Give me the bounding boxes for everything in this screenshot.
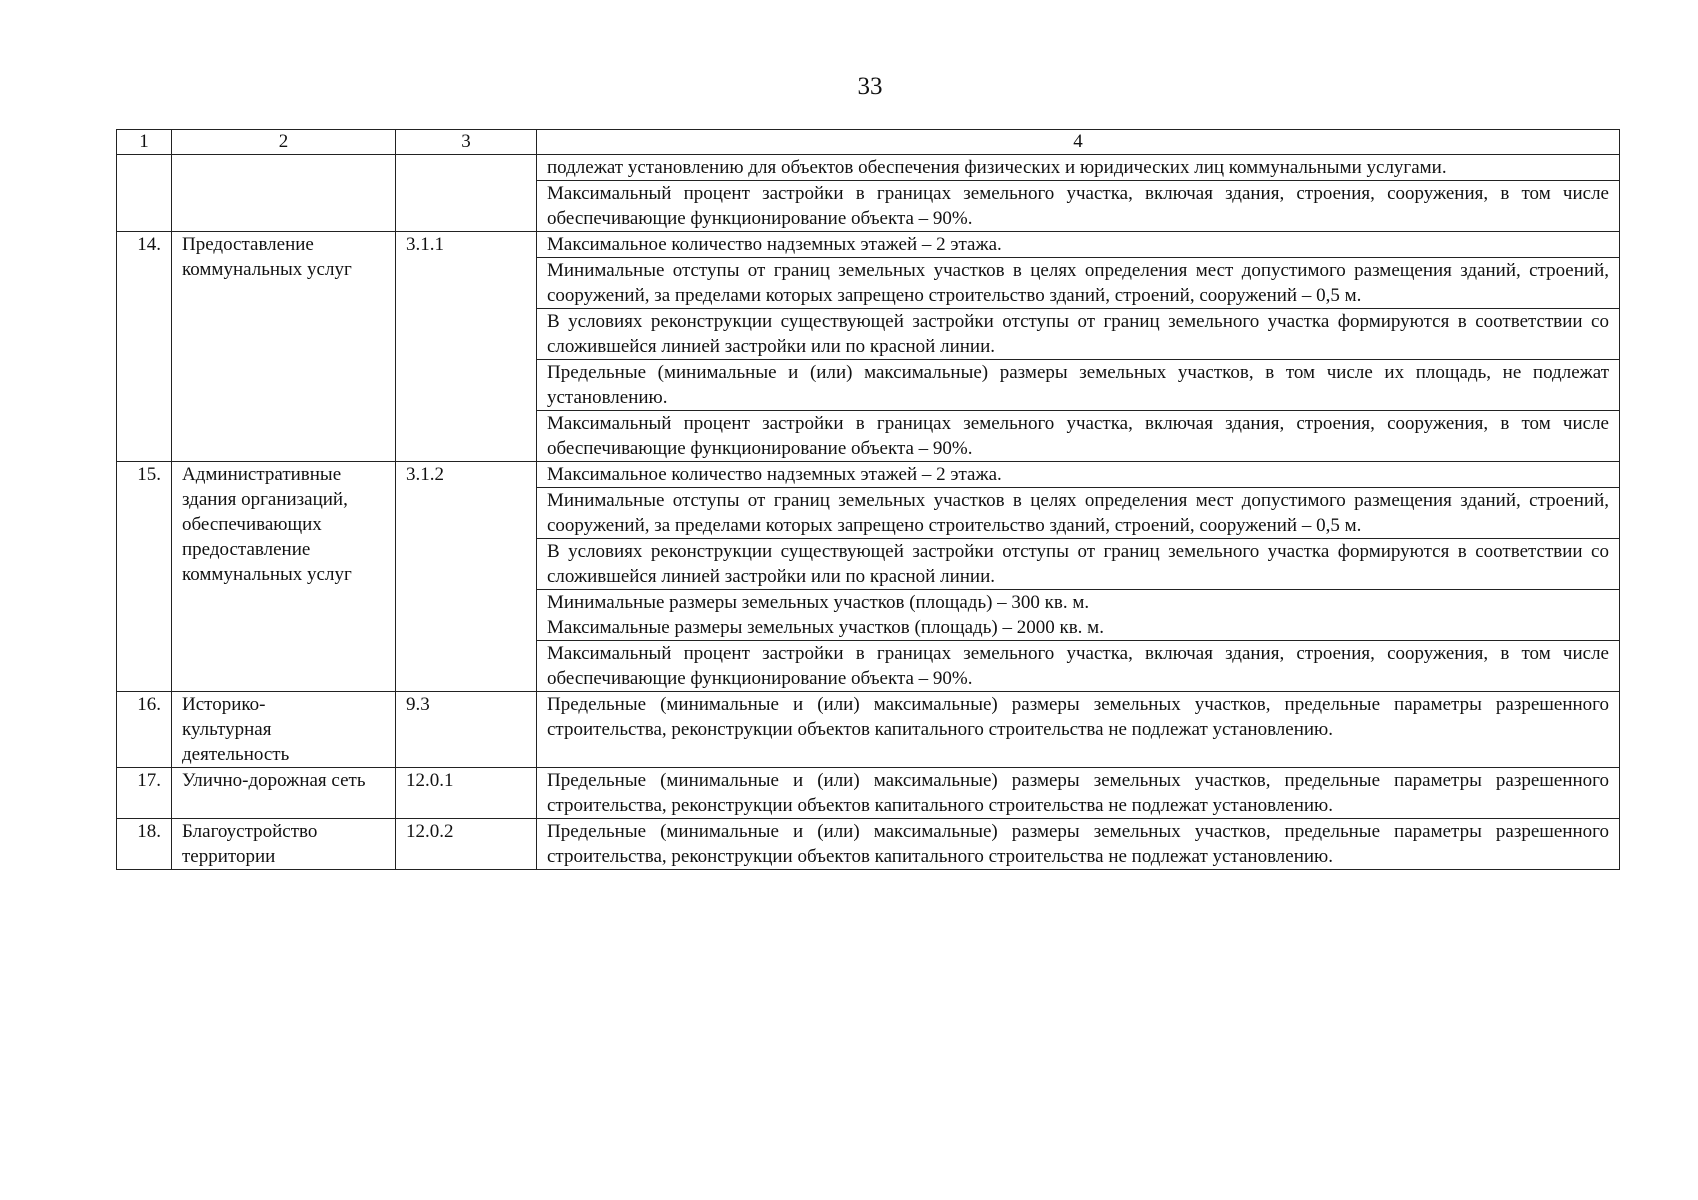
parameter-cell: Предельные (минимальные и (или) максимальные) размеры земельных участков, предельные параметры разрешенного строительства, реконструкции объектов капитального строительства не подлежат установлению. [537,768,1620,819]
column-header: 4 [537,130,1620,155]
row-code-cell: 3.1.1 [396,232,537,462]
column-header: 3 [396,130,537,155]
row-name-cell [172,155,396,232]
page-number: 33 [857,73,883,100]
column-header: 2 [172,130,396,155]
parameter-cell: Максимальное количество надземных этажей – 2 этажа. [537,232,1620,258]
row-number-cell: 15. [117,462,172,692]
row-number-cell: 14. [117,232,172,462]
table-row [117,768,1620,819]
regulations-table [116,129,1620,870]
parameter-cell: подлежат установлению для объектов обеспечения физических и юридических лиц коммунальными услугами. [537,155,1620,181]
row-name-cell: Предоставление коммунальных услуг [172,232,396,462]
parameter-cell: Минимальные отступы от границ земельных участков в целях определения мест допустимого размещения зданий, строений, сооружений, за пределами которых запрещено строительство зданий, строений, сооружений – 0,5 м. [537,488,1620,539]
parameter-cell: Максимальное количество надземных этажей – 2 этажа. [537,462,1620,488]
parameter-cell [537,590,1620,641]
parameter-cell: Максимальный процент застройки в границах земельного участка, включая здания, строения, сооружения, в том числе обеспечивающие функционирование объекта – 90%. [537,181,1620,232]
row-name-cell: Административные здания организаций, обеспечивающих предоставление коммунальных услуг [172,462,396,692]
parameter-cell: Максимальный процент застройки в границах земельного участка, включая здания, строения, сооружения, в том числе обеспечивающие функционирование объекта – 90%. [537,411,1620,462]
row-code-cell [396,155,537,232]
row-code-cell: 9.3 [396,692,537,768]
row-code-cell: 12.0.2 [396,819,537,870]
row-name-cell: Благоустройство территории [172,819,396,870]
parameter-cell: Максимальный процент застройки в границах земельного участка, включая здания, строения, сооружения, в том числе обеспечивающие функционирование объекта – 90%. [537,641,1620,692]
row-number-cell: 17. [117,768,172,819]
row-name-cell: Историко-культурная деятельность [172,692,396,768]
column-header: 1 [117,130,172,155]
table-row [117,819,1620,870]
parameter-cell: Минимальные отступы от границ земельных участков в целях определения мест допустимого размещения зданий, строений, сооружений, за пределами которых запрещено строительство зданий, строений, сооружений – 0,5 м. [537,258,1620,309]
table-row [117,462,1620,488]
parameter-cell: Предельные (минимальные и (или) максимальные) размеры земельных участков, в том числе их площадь, не подлежат установлению. [537,360,1620,411]
table-row [117,232,1620,258]
parameter-cell: В условиях реконструкции существующей застройки отступы от границ земельного участка формируются в соответствии со сложившейся линией застройки или по красной линии. [537,539,1620,590]
row-name-cell: Улично-дорожная сеть [172,768,396,819]
row-number-cell [117,155,172,232]
parameter-cell: Предельные (минимальные и (или) максимальные) размеры земельных участков, предельные параметры разрешенного строительства, реконструкции объектов капитального строительства не подлежат установлению. [537,819,1620,870]
min-area-text: Минимальные размеры земельных участков (площадь) – 300 кв. м. [547,592,1090,613]
table-row [117,692,1620,768]
row-number-cell: 16. [117,692,172,768]
max-area-text: Максимальные размеры земельных участков (площадь) – 2000 кв. м. [547,617,1104,638]
parameter-cell: В условиях реконструкции существующей застройки отступы от границ земельного участка формируются в соответствии со сложившейся линией застройки или по красной линии. [537,309,1620,360]
row-number-cell: 18. [117,819,172,870]
parameter-cell: Предельные (минимальные и (или) максимальные) размеры земельных участков, предельные параметры разрешенного строительства, реконструкции объектов капитального строительства не подлежат установлению. [537,692,1620,768]
table-row [117,155,1620,181]
table-header-row [117,130,1620,155]
row-code-cell: 12.0.1 [396,768,537,819]
row-code-cell: 3.1.2 [396,462,537,692]
